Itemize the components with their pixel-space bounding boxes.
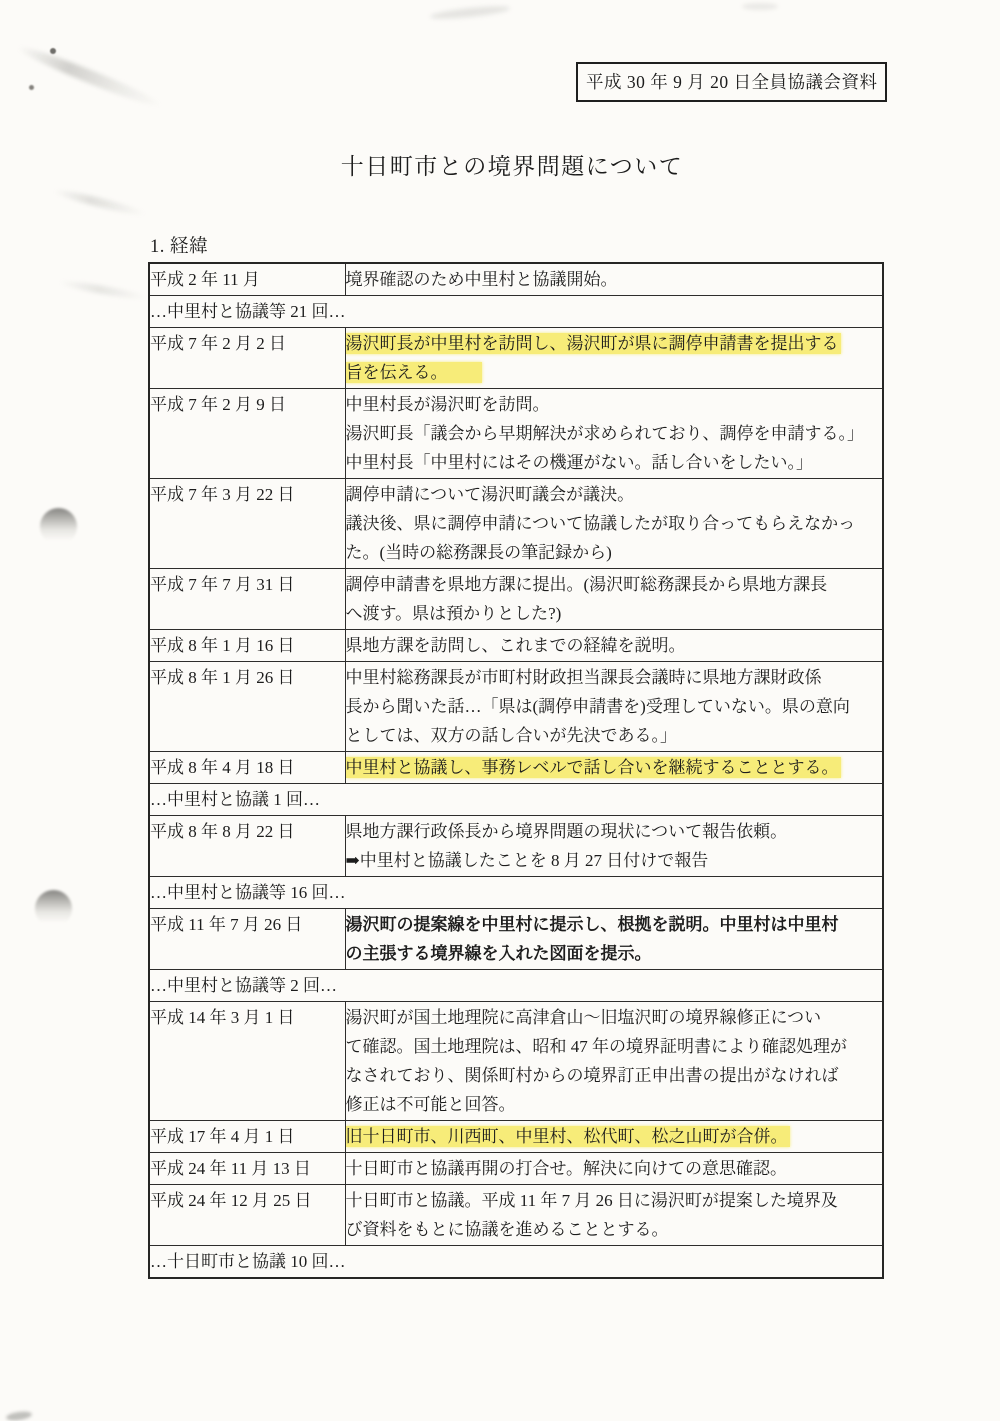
date-cell: 平成 11 年 7 月 26 日 [149, 909, 345, 970]
table-row [149, 662, 883, 752]
content-cell [345, 328, 883, 389]
content-text: 湯沢町の提案線を中里村に提示し、根拠を説明。中里村は中里村 [345, 915, 839, 934]
scan-speck [50, 48, 56, 54]
hole-punch-shadow [40, 508, 77, 545]
date-cell: 平成 8 年 1 月 16 日 [149, 630, 345, 662]
consultation-count-note: …中里村と協議 1 回… [149, 784, 883, 816]
content-line [346, 1003, 883, 1032]
scan-smudge [58, 278, 148, 302]
content-line [346, 939, 883, 968]
content-line [346, 1154, 883, 1183]
date-cell: 平成 24 年 11 月 13 日 [149, 1153, 345, 1185]
highlighted-text: 旨を伝える。 [346, 362, 482, 383]
table-row [149, 296, 883, 328]
content-cell [345, 630, 883, 662]
table-row [149, 877, 883, 909]
content-text: 中里村長「中里村にはその機運がない。話し合いをしたい。」 [345, 453, 813, 472]
content-line [346, 663, 883, 692]
consultation-count-note: …中里村と協議等 21 回… [149, 296, 883, 328]
content-line [346, 721, 883, 750]
content-cell [345, 1002, 883, 1121]
timeline-table [148, 262, 884, 1279]
content-line [346, 1090, 883, 1119]
content-line [346, 538, 883, 567]
content-text: へ渡す。県は預かりとした?) [345, 604, 562, 623]
table-row [149, 909, 883, 970]
content-cell [345, 479, 883, 569]
content-text: て確認。国土地理院は、昭和 47 年の境界証明書により確認処理が [345, 1037, 847, 1056]
content-line [346, 1186, 883, 1215]
table-row [149, 1002, 883, 1121]
content-text: 湯沢町が国土地理院に高津倉山～旧塩沢町の境界線修正につい [345, 1008, 822, 1027]
content-line [346, 1061, 883, 1090]
content-line [346, 631, 883, 660]
content-text: 長から聞いた話…「県は(調停申請書を)受理していない。県の意向 [345, 697, 850, 716]
content-line [346, 910, 883, 939]
scan-smudge [15, 41, 164, 111]
content-line [346, 265, 883, 294]
date-cell: 平成 7 年 2 月 9 日 [149, 389, 345, 479]
meeting-document-label: 平成 30 年 9 月 20 日全員協議会資料 [576, 62, 887, 102]
content-cell [345, 1185, 883, 1246]
content-cell [345, 662, 883, 752]
table-row [149, 816, 883, 877]
consultation-count-note: …中里村と協議等 2 回… [149, 970, 883, 1002]
content-text: 中里村長が湯沢町を訪問。 [345, 395, 550, 414]
date-cell: 平成 14 年 3 月 1 日 [149, 1002, 345, 1121]
content-line [346, 329, 883, 358]
content-line [346, 390, 883, 419]
date-cell: 平成 2 年 11 月 [149, 263, 345, 296]
table-row [149, 630, 883, 662]
scan-smudge [52, 187, 146, 219]
section-heading: 1. 経緯 [150, 237, 209, 257]
content-text: の主張する境界線を入れた図面を提示。 [345, 944, 652, 963]
content-line [346, 448, 883, 477]
content-line [346, 1122, 883, 1151]
content-line [346, 570, 883, 599]
content-cell [345, 389, 883, 479]
table-row [149, 1153, 883, 1185]
scan-smudge [742, 3, 778, 10]
content-cell [345, 909, 883, 970]
content-line [346, 599, 883, 628]
table-row [149, 479, 883, 569]
table-row [149, 970, 883, 1002]
highlighted-text: 中里村と協議し、事務レベルで話し合いを継続することとする。 [345, 758, 839, 777]
content-line [346, 692, 883, 721]
date-cell: 平成 7 年 2 月 2 日 [149, 328, 345, 389]
date-cell: 平成 7 年 3 月 22 日 [149, 479, 345, 569]
content-line [346, 753, 883, 782]
scan-smudge [430, 4, 511, 21]
date-cell: 平成 8 年 1 月 26 日 [149, 662, 345, 752]
content-cell [345, 1153, 883, 1185]
table-row [149, 389, 883, 479]
document-title: 十日町市との境界問題について [340, 154, 684, 179]
table-row [149, 263, 883, 296]
timeline-body [149, 263, 883, 1278]
content-text: なされており、関係町村からの境界訂正申出書の提出がなければ [345, 1066, 839, 1085]
table-row [149, 752, 883, 784]
date-cell: 平成 24 年 12 月 25 日 [149, 1185, 345, 1246]
scan-speck [29, 85, 34, 90]
content-line [346, 1032, 883, 1061]
content-line [346, 509, 883, 538]
table-row [149, 328, 883, 389]
content-text: 境界確認のため中里村と協議開始。 [345, 270, 618, 289]
consultation-count-note: …十日町市と協議 10 回… [149, 1246, 883, 1279]
consultation-count-note: …中里村と協議等 16 回… [149, 877, 883, 909]
date-cell: 平成 17 年 4 月 1 日 [149, 1121, 345, 1153]
table-row [149, 569, 883, 630]
content-text: 修正は不可能と回答。 [345, 1095, 516, 1114]
content-text: ➡中里村と協議したことを 8 月 27 日付けで報告 [345, 851, 709, 870]
content-line [346, 419, 883, 448]
date-cell: 平成 8 年 8 月 22 日 [149, 816, 345, 877]
content-cell [345, 1121, 883, 1153]
content-text: た。(当時の総務課長の筆記録から) [345, 543, 612, 562]
highlighted-text: 旧十日町市、川西町、中里村、松代町、松之山町が合併。 [345, 1127, 788, 1146]
table-row [149, 1121, 883, 1153]
table-row [149, 784, 883, 816]
content-text: 議決後、県に調停申請について協議したが取り合ってもらえなかっ [345, 514, 856, 533]
content-cell [345, 263, 883, 296]
content-text: 中里村総務課長が市町村財政担当課長会議時に県地方課財政係 [345, 668, 822, 687]
content-line [346, 480, 883, 509]
table-row [149, 1185, 883, 1246]
content-text: び資料をもとに協議を進めることとする。 [345, 1220, 669, 1239]
content-text: 十日町市と協議再開の打合せ。解決に向けての意思確認。 [345, 1159, 787, 1178]
content-text: としては、双方の話し合いが先決である。」 [345, 726, 677, 745]
content-cell [345, 569, 883, 630]
content-line [346, 817, 883, 846]
content-text: 県地方課を訪問し、これまでの経緯を説明。 [345, 636, 686, 655]
date-cell: 平成 7 年 7 月 31 日 [149, 569, 345, 630]
content-text: 調停申請書を県地方課に提出。(湯沢町総務課長から県地方課長 [345, 575, 828, 594]
content-text: 調停申請について湯沢町議会が議決。 [345, 485, 635, 504]
hole-punch-shadow [35, 890, 72, 927]
content-cell [345, 752, 883, 784]
highlighted-text: 湯沢町長が中里村を訪問し、湯沢町が県に調停申請書を提出する [345, 334, 839, 353]
scan-speck [6, 1410, 33, 1421]
content-cell [345, 816, 883, 877]
content-line [346, 846, 883, 875]
content-line [346, 1215, 883, 1244]
date-cell: 平成 8 年 4 月 18 日 [149, 752, 345, 784]
content-text: 十日町市と協議。平成 11 年 7 月 26 日に湯沢町が提案した境界及 [345, 1191, 838, 1210]
content-text: 県地方課行政係長から境界問題の現状について報告依頼。 [345, 822, 788, 841]
content-text: 湯沢町長「議会から早期解決が求められており、調停を申請する。」 [345, 424, 864, 443]
content-line [346, 358, 883, 387]
table-row [149, 1246, 883, 1279]
